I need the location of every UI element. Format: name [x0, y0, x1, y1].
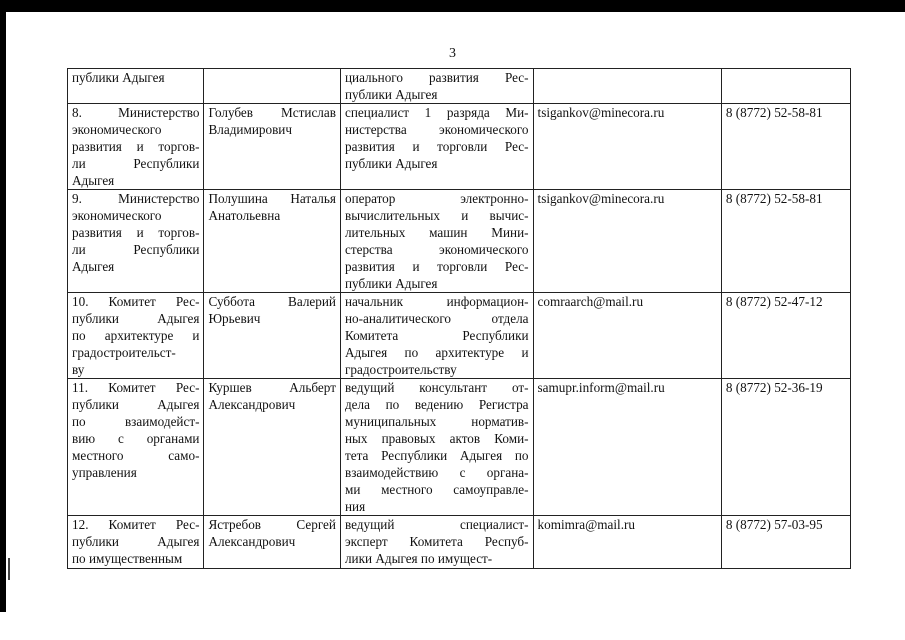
cell-position-line: лики Адыгея по имущест-: [344, 551, 493, 566]
cell-email-text: komimra@mail.ru: [537, 517, 636, 532]
cell-position-line: развития и торговли Рес-: [344, 259, 529, 274]
cell-organization: [68, 379, 204, 516]
cell-person-line: Голубев Мстислав: [208, 105, 336, 120]
cell-organization-line: по архитектуре и: [72, 328, 200, 343]
cell-person-line: Полушина Наталья: [208, 191, 336, 206]
cell-position-line: тета Республики Адыгея по: [344, 448, 529, 463]
cell-email: [533, 379, 721, 516]
cell-phone: [721, 69, 850, 104]
cell-organization-line: управления: [72, 465, 137, 480]
cell-organization-line: экономического: [72, 122, 162, 137]
cell-person-line: Юрьевич: [208, 311, 261, 326]
cell-organization-line: Адыгея: [72, 173, 115, 188]
cell-person: [204, 293, 340, 379]
cell-email-text: tsigankov@minecora.ru: [537, 191, 665, 206]
cell-phone: [721, 293, 850, 379]
cell-position-line: дела по ведению Регистра: [344, 397, 529, 412]
cell-phone: [721, 104, 850, 190]
cell-organization-line: вию с органами: [72, 431, 200, 446]
cell-organization: [68, 104, 204, 190]
cell-person: [204, 516, 340, 569]
cell-position: [340, 190, 533, 293]
cell-phone-text: 8 (8772) 52-58-81: [725, 191, 823, 206]
cell-organization-line: публики Адыгея: [72, 311, 200, 326]
cell-organization-line: 11. Комитет Рес-: [72, 380, 200, 395]
cell-person-line: Анатольевна: [208, 208, 281, 223]
cell-position-line: начальник информацион-: [344, 294, 529, 309]
contacts-table-body: [68, 69, 851, 569]
scan-top-border: [0, 0, 905, 12]
cell-organization-line: развития и торгов-: [72, 139, 200, 154]
cell-phone: [721, 379, 850, 516]
cell-position: [340, 293, 533, 379]
cell-person: [204, 190, 340, 293]
cell-email: [533, 69, 721, 104]
cell-position-line: Адыгея по архитектуре и: [344, 345, 529, 360]
cell-position-line: ных правовых актов Коми-: [344, 431, 529, 446]
cell-organization: [68, 69, 204, 104]
cell-position-line: лительных машин Мини-: [344, 225, 529, 240]
cell-email: [533, 516, 721, 569]
cell-position-line: ния: [344, 499, 366, 514]
cell-person-line: Александрович: [208, 534, 296, 549]
cell-person-line: Александрович: [208, 397, 296, 412]
table-row: [68, 293, 851, 379]
cell-position-line: нистерства экономического: [344, 122, 529, 137]
cell-position-line: специалист 1 разряда Ми-: [344, 105, 529, 120]
cell-email-text: comraarch@mail.ru: [537, 294, 644, 309]
page-number: 3: [449, 46, 456, 61]
cell-position-line: Комитета Республики: [344, 328, 529, 343]
cell-organization-line: публики Адыгея: [72, 534, 200, 549]
cell-organization-line: развития и торгов-: [72, 225, 200, 240]
cell-organization-line: по имущественным: [72, 551, 183, 566]
cell-email-text: samupr.inform@mail.ru: [537, 380, 665, 395]
cell-organization-line: публики Адыгея: [72, 397, 200, 412]
cell-organization-line: 10. Комитет Рес-: [72, 294, 200, 309]
cell-position-line: ми местного самоуправле-: [344, 482, 529, 497]
cell-email: [533, 190, 721, 293]
cell-person-line: Владимирович: [208, 122, 292, 137]
cell-phone-text: 8 (8772) 57-03-95: [725, 517, 823, 532]
cell-phone: [721, 516, 850, 569]
cell-organization-line: ли Республики: [72, 156, 200, 171]
cell-organization-line: 12. Комитет Рес-: [72, 517, 200, 532]
cell-position-line: муниципальных норматив-: [344, 414, 529, 429]
cell-email: [533, 104, 721, 190]
cell-position-line: градостроительству: [344, 362, 457, 377]
cell-position-line: публики Адыгея: [344, 276, 438, 291]
cell-organization-line: градостроительст-: [72, 345, 176, 360]
cell-position-line: развития и торговли Рес-: [344, 139, 529, 154]
cell-organization-line: местного само-: [72, 448, 200, 463]
table-row: [68, 379, 851, 516]
table-row: [68, 104, 851, 190]
cell-position: [340, 104, 533, 190]
cell-phone-text: 8 (8772) 52-47-12: [725, 294, 823, 309]
cell-position-line: взаимодействию с органа-: [344, 465, 529, 480]
cell-position-line: но-аналитического отдела: [344, 311, 529, 326]
cell-position: [340, 379, 533, 516]
cell-position-line: стерства экономического: [344, 242, 529, 257]
cell-person-line: Куршев Альберт: [208, 380, 336, 395]
scan-left-border: [0, 12, 6, 612]
cell-position-line: публики Адыгея: [344, 156, 438, 171]
cell-position: [340, 69, 533, 104]
cell-organization-line: по взаимодейст-: [72, 414, 200, 429]
cell-person: [204, 69, 340, 104]
cell-email-text: tsigankov@minecora.ru: [537, 105, 665, 120]
cell-person: [204, 379, 340, 516]
cell-person-line: Суббота Валерий: [208, 294, 336, 309]
cell-phone-text: 8 (8772) 52-58-81: [725, 105, 823, 120]
cell-position-line: публики Адыгея: [344, 87, 438, 102]
cell-phone-text: 8 (8772) 52-36-19: [725, 380, 823, 395]
scan-edge-mark: [8, 558, 10, 580]
cell-phone: [721, 190, 850, 293]
cell-person: [204, 104, 340, 190]
cell-position-line: циального развития Рес-: [344, 70, 529, 85]
cell-position-line: эксперт Комитета Респуб-: [344, 534, 529, 549]
cell-position-line: вычислительных и вычис-: [344, 208, 529, 223]
table-row: [68, 69, 851, 104]
cell-organization: [68, 293, 204, 379]
cell-position-line: оператор электронно-: [344, 191, 529, 206]
cell-organization-line: ву: [72, 362, 85, 377]
cell-organization-line: публики Адыгея: [72, 70, 165, 85]
cell-organization: [68, 190, 204, 293]
cell-organization-line: 9. Министерство: [72, 191, 200, 206]
cell-organization-line: экономического: [72, 208, 162, 223]
cell-organization: [68, 516, 204, 569]
table-row: [68, 516, 851, 569]
cell-person-line: Ястребов Сергей: [208, 517, 336, 532]
contacts-table: [67, 68, 851, 569]
cell-organization-line: 8. Министерство: [72, 105, 200, 120]
table-row: [68, 190, 851, 293]
cell-email: [533, 293, 721, 379]
cell-organization-line: ли Республики: [72, 242, 200, 257]
cell-position: [340, 516, 533, 569]
cell-position-line: ведущий консультант от-: [344, 380, 529, 395]
cell-organization-line: Адыгея: [72, 259, 115, 274]
cell-position-line: ведущий специалист-: [344, 517, 529, 532]
